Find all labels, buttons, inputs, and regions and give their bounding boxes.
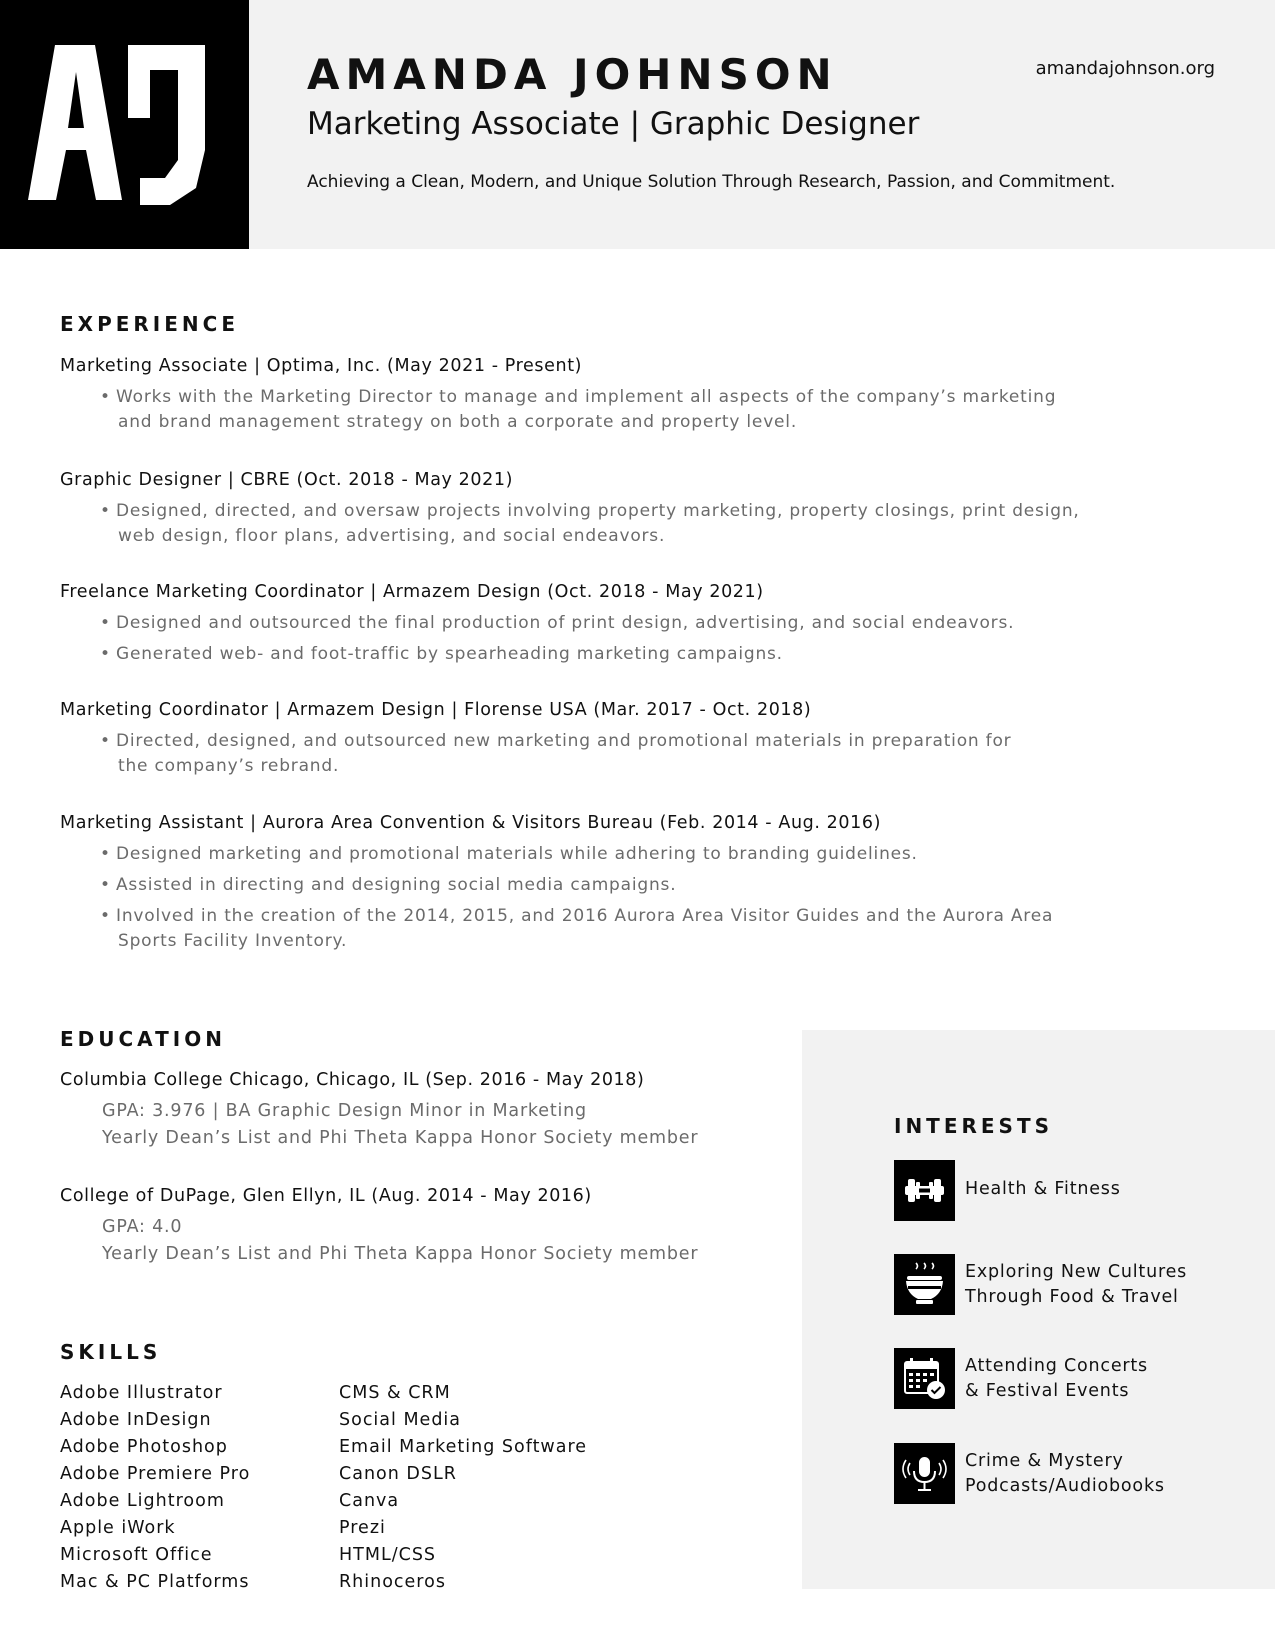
skill-item: Email Marketing Software — [339, 1437, 588, 1457]
skill-item: Prezi — [339, 1518, 386, 1538]
job-heading: Freelance Marketing Coordinator | Armazem Design (Oct. 2018 - May 2021) — [60, 582, 764, 602]
skill-item: Adobe Lightroom — [60, 1491, 225, 1511]
job-heading: Graphic Designer | CBRE (Oct. 2018 - May 2021) — [60, 470, 514, 490]
skills-heading: SKILLS — [60, 1340, 162, 1364]
skill-item: Mac & PC Platforms — [60, 1572, 250, 1592]
aj-monogram-logo — [0, 0, 249, 249]
skill-item: Adobe InDesign — [60, 1410, 212, 1430]
job-heading: Marketing Associate | Optima, Inc. (May 2021 - Present) — [60, 356, 583, 376]
skill-item: Adobe Illustrator — [60, 1383, 223, 1403]
job-bullet: • Designed marketing and promotional materials while adhering to branding guidelines. — [100, 844, 918, 864]
job-bullet: • Designed, directed, and oversaw projects involving property marketing, property closings, print design, web design, floor plans, advertising, and social endeavors. — [100, 501, 1080, 546]
education-detail: Yearly Dean’s List and Phi Theta Kappa Honor Society member — [102, 1244, 699, 1264]
calendar-check-icon — [894, 1348, 955, 1409]
job-bullet: • Directed, designed, and outsourced new marketing and promotional materials in preparation for the company’s rebrand. — [100, 731, 1012, 776]
experience-heading: EXPERIENCE — [60, 312, 239, 336]
website-link[interactable]: amandajohnson.org — [1035, 58, 1215, 79]
education-detail: Yearly Dean’s List and Phi Theta Kappa Honor Society member — [102, 1128, 699, 1148]
candidate-name: AMANDA JOHNSON — [307, 50, 838, 99]
education-detail: GPA: 3.976 | BA Graphic Design Minor in Marketing — [102, 1101, 587, 1121]
skill-item: HTML/CSS — [339, 1545, 437, 1565]
job-bullet: • Assisted in directing and designing social media campaigns. — [100, 875, 677, 895]
education-detail: GPA: 4.0 — [102, 1217, 183, 1237]
interest-label: Attending Concerts & Festival Events — [965, 1356, 1148, 1401]
interest-label: Crime & Mystery Podcasts/Audiobooks — [965, 1451, 1165, 1496]
job-bullet: • Involved in the creation of the 2014, 2015, and 2016 Aurora Area Visitor Guides and the Aurora Area Sports Facility Inventory. — [100, 906, 1054, 951]
school-heading: College of DuPage, Glen Ellyn, IL (Aug. 2014 - May 2016) — [60, 1186, 592, 1206]
skill-item: Adobe Premiere Pro — [60, 1464, 251, 1484]
job-title: Marketing Associate | Graphic Designer — [307, 106, 920, 142]
skill-item: CMS & CRM — [339, 1383, 451, 1403]
job-bullet: • Designed and outsourced the final production of print design, advertising, and social endeavors. — [100, 613, 1015, 633]
education-heading: EDUCATION — [60, 1027, 226, 1051]
skill-item: Adobe Photoshop — [60, 1437, 228, 1457]
logo — [0, 0, 249, 249]
microphone-icon — [894, 1443, 955, 1504]
school-heading: Columbia College Chicago, Chicago, IL (Sep. 2016 - May 2018) — [60, 1070, 645, 1090]
skill-item: Microsoft Office — [60, 1545, 213, 1565]
skill-item: Apple iWork — [60, 1518, 176, 1538]
job-bullet: • Works with the Marketing Director to manage and implement all aspects of the company’s marketing and brand management strategy on both a corporate and property level. — [100, 387, 1057, 432]
job-bullet: • Generated web- and foot-traffic by spearheading marketing campaigns. — [100, 644, 783, 664]
skill-item: Social Media — [339, 1410, 462, 1430]
job-heading: Marketing Assistant | Aurora Area Convention & Visitors Bureau (Feb. 2014 - Aug. 2016) — [60, 813, 882, 833]
interests-heading: INTERESTS — [894, 1114, 1053, 1138]
job-heading: Marketing Coordinator | Armazem Design | Florense USA (Mar. 2017 - Oct. 2018) — [60, 700, 812, 720]
interest-label: Health & Fitness — [965, 1179, 1121, 1199]
food-bowl-icon — [894, 1254, 955, 1315]
tagline: Achieving a Clean, Modern, and Unique Solution Through Research, Passion, and Commitment. — [307, 172, 1116, 192]
skill-item: Canon DSLR — [339, 1464, 457, 1484]
dumbbell-icon — [894, 1160, 955, 1221]
skill-item: Rhinoceros — [339, 1572, 446, 1592]
skill-item: Canva — [339, 1491, 400, 1511]
interest-label: Exploring New Cultures Through Food & Travel — [965, 1262, 1188, 1307]
